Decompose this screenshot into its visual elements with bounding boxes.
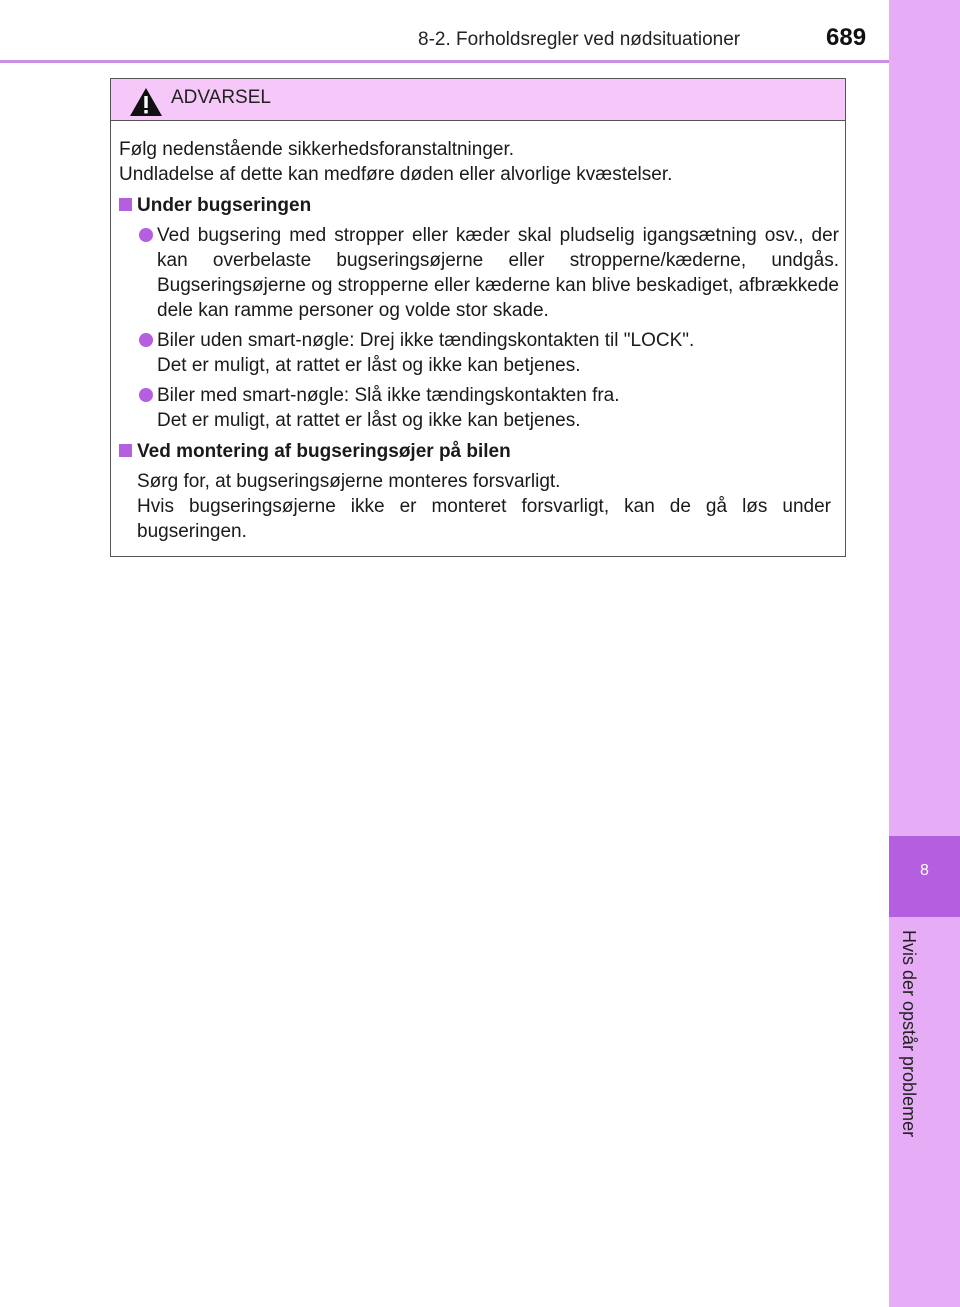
section-heading <box>119 439 841 464</box>
intro-line: Følg nedenstående sikkerhedsforanstaltninger. <box>119 139 515 160</box>
list-item-text: Biler med smart-nøgle: Slå ikke tændingskontakten fra. <box>157 385 620 406</box>
list-item-text: Ved bugsering med stropper eller kæder skal pludselig igangsætning osv., der kan overbelaste bugseringsøjerne eller stropperne/kæderne, undgås. Bugseringsøjerne og stropperne eller kæderne kan blive beskadiget, afbrækkede dele kan ramme personer og volde stor skade. <box>157 225 839 321</box>
round-bullet-icon <box>139 388 153 402</box>
square-bullet-icon <box>119 198 132 211</box>
warning-title: ADVARSEL <box>171 87 271 108</box>
section-body <box>119 469 841 544</box>
section-heading-text: Ved montering af bugseringsøjer på bilen <box>137 441 511 462</box>
chapter-number: 8 <box>920 862 929 879</box>
list-item <box>119 383 841 433</box>
square-bullet-icon <box>119 444 132 457</box>
intro-line: Undladelse af dette kan medføre døden eller alvorlige kvæstelser. <box>119 164 673 185</box>
round-bullet-icon <box>139 228 153 242</box>
list-item <box>119 223 841 323</box>
body-text: Sørg for, at bugseringsøjerne monteres forsvarligt. <box>137 471 561 492</box>
round-bullet-icon <box>139 333 153 347</box>
body-text: Hvis bugseringsøjerne ikke er monteret forsvarligt, kan de gå løs under bugseringen. <box>137 496 831 542</box>
page-number: 689 <box>826 24 867 51</box>
section-heading-text: Under bugseringen <box>137 195 312 216</box>
warning-content <box>119 137 841 544</box>
section-heading <box>119 193 841 218</box>
warning-box <box>110 78 846 557</box>
warning-header <box>111 79 845 121</box>
warning-triangle-icon <box>129 87 163 117</box>
list-item <box>119 328 841 378</box>
section-title: 8-2. Forholdsregler ved nødsituationer <box>418 29 741 50</box>
list-item-text: Biler uden smart-nøgle: Drej ikke tændingskontakten til "LOCK". <box>157 330 695 351</box>
header-divider <box>0 60 889 63</box>
list-item-text: Det er muligt, at rattet er låst og ikke kan betjenes. <box>157 410 581 431</box>
chapter-label: Hvis der opstår problemer <box>899 930 919 1138</box>
list-item-text: Det er muligt, at rattet er låst og ikke kan betjenes. <box>157 355 581 376</box>
